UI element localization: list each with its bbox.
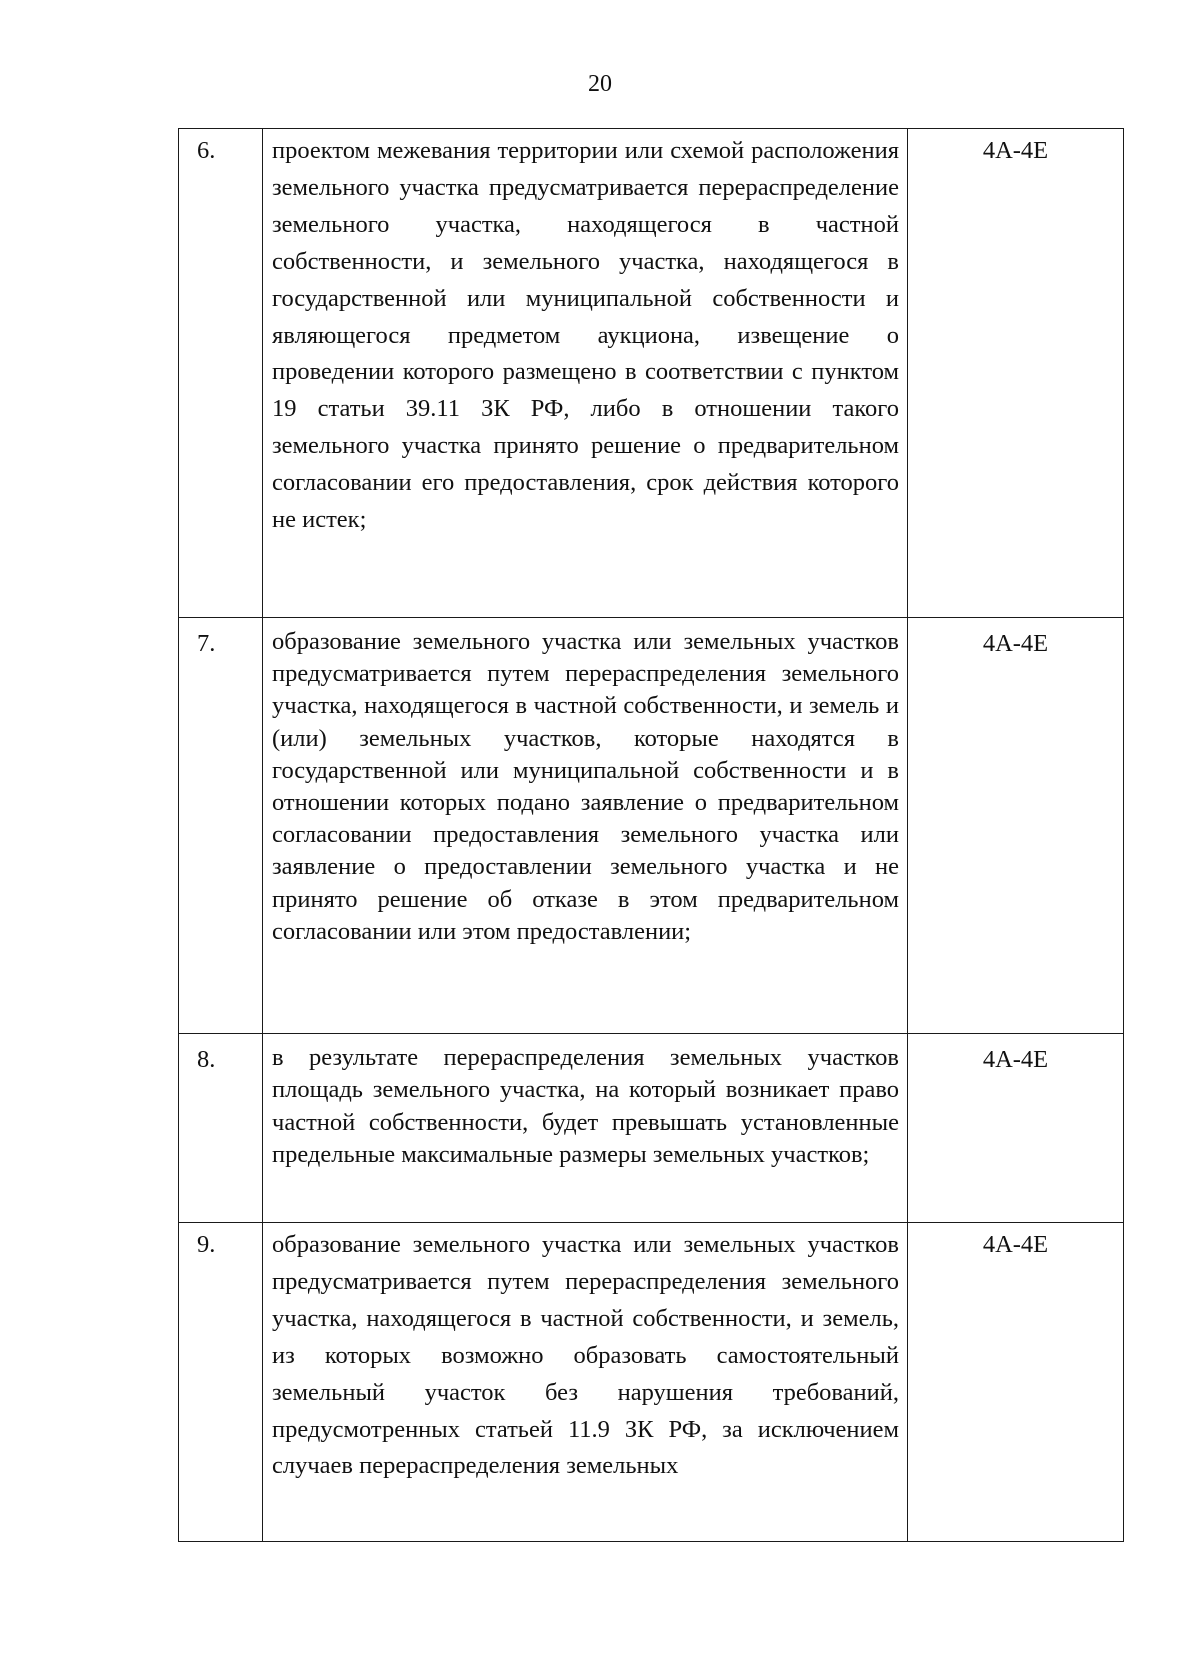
page-number: 20	[588, 71, 612, 97]
row-text: образование земельного участка или земельных участков предусматривается путем перераспределения земельного участка, находящегося в частной собственности, и земель и (или) земельных участков, которые находятся в государственной или муниципальной собственности и в отношении которых подано заявление о предварительном согласовании предоставления земельного участка или заявление о предоставлении земельного участка и не принято решение об отказе в этом предварительном согласовании или этом предоставлении;	[263, 618, 908, 1034]
row-number: 6.	[179, 129, 263, 618]
table-row	[179, 129, 1124, 618]
row-number: 8.	[179, 1034, 263, 1223]
row-code: 4А-4Е	[908, 618, 1124, 1034]
table-row	[179, 618, 1124, 1034]
row-number: 9.	[179, 1223, 263, 1542]
row-code: 4А-4Е	[908, 129, 1124, 618]
table-row	[179, 1034, 1124, 1223]
row-code: 4А-4Е	[908, 1034, 1124, 1223]
row-number: 7.	[179, 618, 263, 1034]
row-text: образование земельного участка или земельных участков предусматривается путем перераспределения земельного участка, находящегося в частной собственности, и земель, из которых возможно образовать самостоятельный земельный участок без нарушения требований, предусмотренных статьей 11.9 ЗК РФ, за исключением случаев перераспределения земельных	[263, 1223, 908, 1542]
row-text: проектом межевания территории или схемой расположения земельного участка предусматривается перераспределение земельного участка, находящегося в частной собственности, и земельного участка, находящегося в государственной или муниципальной собственности и являющегося предметом аукциона, извещение о проведении которого размещено в соответствии с пунктом 19 статьи 39.11 ЗК РФ, либо в отношении такого земельного участка принято решение о предварительном согласовании его предоставления, срок действия которого не истек;	[263, 129, 908, 618]
row-code: 4А-4Е	[908, 1223, 1124, 1542]
table-row	[179, 1223, 1124, 1542]
row-text: в результате перераспределения земельных участков площадь земельного участка, на который возникает право частной собственности, будет превышать установленные предельные максимальные размеры земельных участков;	[263, 1034, 908, 1223]
requirements-table	[178, 128, 1124, 1542]
